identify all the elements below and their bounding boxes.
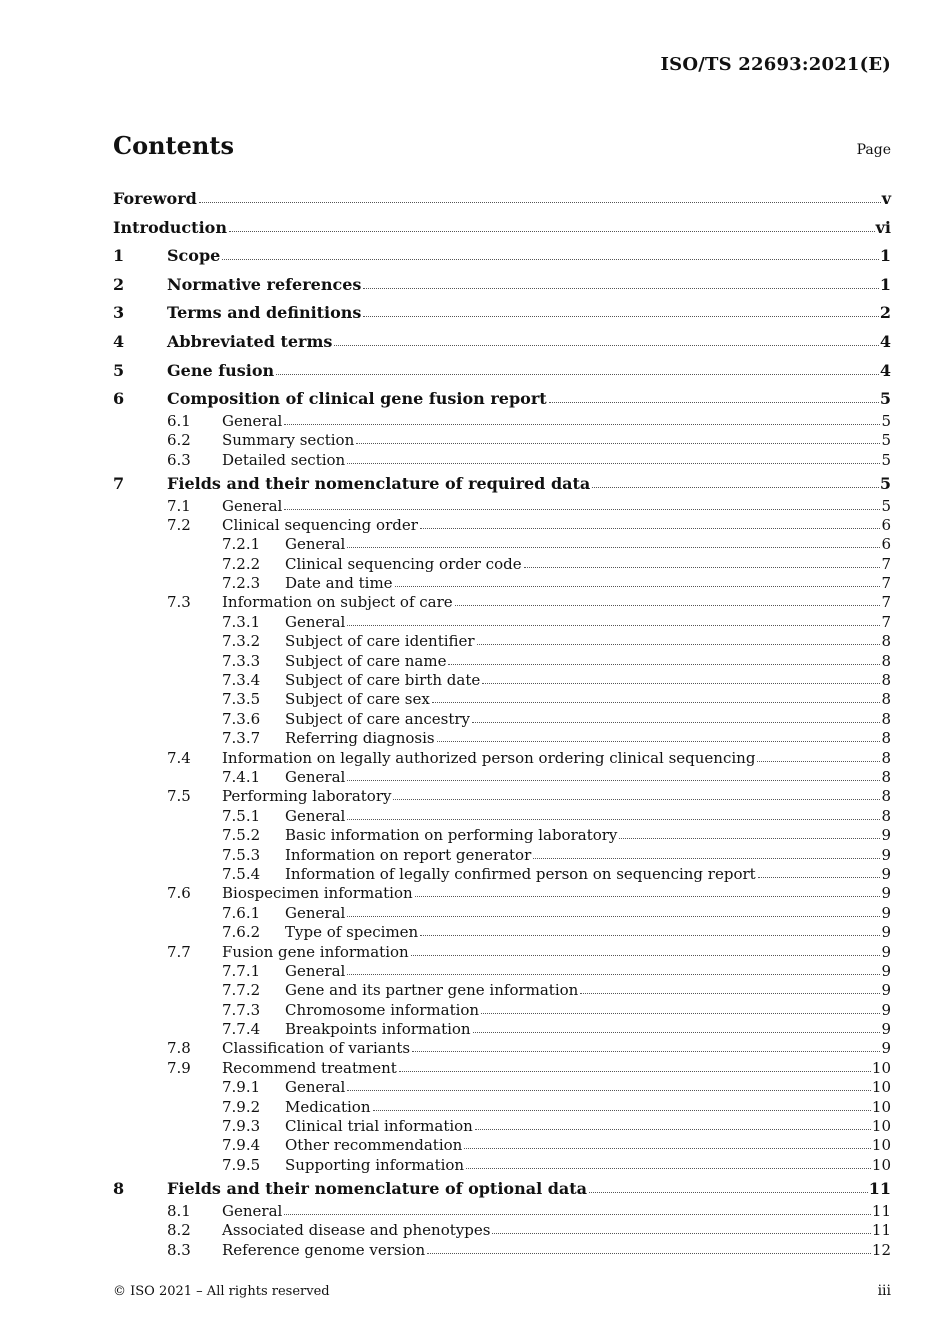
toc-entry[interactable] [113, 1117, 891, 1136]
toc-entry-number: 7.9.3 [222, 1117, 261, 1136]
toc-entry[interactable] [113, 768, 891, 787]
toc-entry-page: 9 [881, 981, 891, 1000]
toc-entry-number: 7.2.2 [222, 554, 261, 573]
dot-leader [284, 1213, 871, 1215]
dot-leader [399, 1070, 871, 1072]
toc-entry-title: Abbreviated terms [167, 331, 333, 351]
toc-entry-number: 7.5 [167, 787, 191, 806]
toc-entry-title: Date and time [285, 574, 393, 593]
toc-entry-page: 4 [879, 331, 891, 351]
toc-entry-page: 9 [881, 884, 891, 903]
toc-entry-page: 8 [881, 729, 891, 748]
dot-leader [347, 462, 880, 464]
toc-entry-title: Information of legally confirmed person on sequencing report [285, 864, 756, 883]
toc-entry-number: 7.1 [167, 496, 191, 515]
toc-entry[interactable] [113, 185, 891, 214]
toc-entry-title: Biospecimen information [222, 884, 413, 903]
toc-entry-title: Scope [167, 246, 221, 266]
toc-entry-page: 10 [871, 1155, 891, 1174]
dot-leader [393, 798, 880, 800]
toc-entry-title: Clinical sequencing order [222, 515, 418, 534]
toc-entry-title: Subject of care sex [285, 690, 430, 709]
toc-entry-number: 7.2 [167, 515, 191, 534]
dot-leader [466, 1167, 871, 1169]
toc-entry-number: 7.3.3 [222, 651, 261, 670]
toc-entry-number: 8.2 [167, 1221, 191, 1240]
toc-entry-page: 9 [881, 826, 891, 845]
toc-entry[interactable] [113, 826, 891, 845]
toc-entry-title: General [285, 903, 346, 922]
dot-leader [437, 740, 881, 742]
dot-leader [284, 508, 880, 510]
toc-entry[interactable] [113, 787, 891, 806]
toc-entry[interactable] [113, 1078, 891, 1097]
toc-entry-title: Information on subject of care [222, 593, 453, 612]
toc-entry[interactable] [113, 904, 891, 923]
toc-entry[interactable] [113, 1175, 891, 1204]
toc-entry-number: 8.3 [167, 1240, 191, 1259]
toc-entry[interactable] [113, 242, 891, 271]
toc-entry-number: 7.9.1 [222, 1078, 261, 1097]
toc-entry[interactable] [113, 1020, 891, 1039]
toc-entry-number: 7.7.3 [222, 1000, 261, 1019]
toc-entry-number: 7.4.1 [222, 767, 261, 786]
toc-entry-page: 1 [879, 246, 891, 266]
toc-entry-page: 8 [881, 690, 891, 709]
dot-leader [347, 915, 880, 917]
toc-entry-number: 7.7.4 [222, 1020, 261, 1039]
toc-entry-page: 10 [871, 1097, 891, 1116]
toc-entry-number: 7.3.5 [222, 690, 261, 709]
dot-leader [347, 1089, 871, 1091]
toc-entry[interactable] [113, 1059, 891, 1078]
toc-entry-number: 7.7 [167, 942, 191, 961]
toc-entry-page: 11 [871, 1221, 891, 1240]
dot-leader [284, 423, 880, 425]
toc-entry-number: 7.2.3 [222, 574, 261, 593]
toc-entry-page: 5 [881, 450, 891, 469]
dot-leader [481, 1012, 880, 1014]
toc-entry-title: Clinical trial information [285, 1117, 473, 1136]
toc-entry-page: 7 [881, 612, 891, 631]
toc-entry[interactable] [113, 943, 891, 962]
toc-entry[interactable] [113, 690, 891, 709]
toc-entry-page: 9 [881, 903, 891, 922]
toc-entry[interactable] [113, 1001, 891, 1020]
toc-entry-title: Basic information on performing laboratory [285, 826, 618, 845]
dot-leader [758, 876, 881, 878]
toc-entry-number: 3 [113, 303, 125, 323]
page-column-label: Page [856, 142, 891, 158]
toc-entry[interactable] [113, 613, 891, 632]
toc-entry[interactable] [113, 671, 891, 690]
toc-entry-page: 2 [879, 303, 891, 323]
toc-entry-title: Composition of clinical gene fusion report [167, 389, 547, 409]
dot-leader [549, 401, 879, 403]
toc-entry[interactable] [113, 652, 891, 671]
toc-entry-page: 5 [879, 389, 891, 409]
toc-entry-title: General [285, 612, 346, 631]
toc-entry-page: 8 [881, 671, 891, 690]
dot-leader [356, 442, 880, 444]
toc-entry-page: vi [875, 217, 891, 237]
toc-entry-number: 7.4 [167, 748, 191, 767]
dot-leader [199, 201, 881, 203]
toc-entry-number: 7.9.5 [222, 1155, 261, 1174]
page-number: iii [877, 1283, 891, 1299]
toc-entry-page: 9 [881, 923, 891, 942]
toc-entry-page: 8 [881, 651, 891, 670]
toc-entry[interactable] [113, 710, 891, 729]
toc-entry-number: 7.9.2 [222, 1097, 261, 1116]
toc-entry-number: 7.7.2 [222, 981, 261, 1000]
toc-entry[interactable] [113, 1156, 891, 1175]
dot-leader [347, 624, 880, 626]
dot-leader [619, 837, 880, 839]
toc-entry-number: 7.9 [167, 1058, 191, 1077]
toc-entry-page: 9 [881, 961, 891, 980]
toc-entry-number: 1 [113, 246, 125, 266]
toc-entry-title: General [222, 496, 283, 515]
toc-entry[interactable] [113, 807, 891, 826]
toc-entry-page: 6 [881, 515, 891, 534]
toc-entry[interactable] [113, 555, 891, 574]
toc-entry-page: 10 [871, 1117, 891, 1136]
toc-entry-page: 9 [881, 864, 891, 883]
toc-entry-title: General [285, 767, 346, 786]
toc-entry[interactable] [113, 1241, 891, 1260]
toc-entry-title: Gene fusion [167, 360, 275, 380]
toc-entry-title: Clinical sequencing order code [285, 554, 522, 573]
toc-entry-number: 8.1 [167, 1201, 191, 1220]
toc-entry-number: 7.3.4 [222, 671, 261, 690]
dot-leader [334, 344, 878, 346]
toc-entry-title: Reference genome version [222, 1240, 426, 1259]
toc-entry-title: Fields and their nomenclature of required data [167, 473, 591, 493]
toc-entry-page: 9 [881, 845, 891, 864]
dot-leader [592, 486, 879, 488]
dot-leader [222, 258, 879, 260]
toc-entry-number: 6.1 [167, 411, 191, 430]
toc-entry-number: 7.3.1 [222, 612, 261, 631]
dot-leader [347, 779, 880, 781]
toc-entry-page: 5 [879, 473, 891, 493]
toc-entry-number: 5 [113, 360, 125, 380]
toc-entry-number: 7.3.6 [222, 709, 261, 728]
toc-entry-title: Summary section [222, 431, 355, 450]
dot-leader [347, 546, 880, 548]
toc-entry[interactable] [113, 846, 891, 865]
toc-entry-title: General [285, 1078, 346, 1097]
dot-leader [347, 973, 880, 975]
toc-entry[interactable] [113, 328, 891, 357]
toc-entry[interactable] [113, 574, 891, 593]
toc-entry[interactable] [113, 1039, 891, 1058]
toc-entry[interactable] [113, 632, 891, 651]
toc-entry-title: General [285, 961, 346, 980]
dot-leader [276, 373, 879, 375]
toc-entry-number: 4 [113, 331, 125, 351]
toc-entry-page: 9 [881, 1039, 891, 1058]
toc-entry-number: 7.3.7 [222, 729, 261, 748]
dot-leader [757, 760, 880, 762]
toc-entry-number: 7.5.2 [222, 826, 261, 845]
toc-entry-page: 6 [881, 535, 891, 554]
toc-entry[interactable] [113, 1221, 891, 1240]
dot-leader [580, 992, 880, 994]
toc-entry-title: Terms and definitions [167, 303, 362, 323]
dot-leader [411, 954, 881, 956]
toc-entry[interactable] [113, 981, 891, 1000]
toc-entry[interactable] [113, 729, 891, 748]
toc-entry-number: 7.6 [167, 884, 191, 903]
dot-leader [395, 585, 881, 587]
dot-leader [492, 1232, 870, 1234]
dot-leader [475, 1128, 871, 1130]
dot-leader [464, 1147, 871, 1149]
toc-entry-title: Introduction [113, 217, 227, 237]
toc-entry-page: 4 [879, 360, 891, 380]
toc-entry-title: Recommend treatment [222, 1058, 397, 1077]
toc-entry[interactable] [113, 593, 891, 612]
dot-leader [420, 934, 880, 936]
toc-entry-title: Fusion gene information [222, 942, 409, 961]
toc-entry[interactable] [113, 214, 891, 243]
toc-entry[interactable] [113, 884, 891, 903]
dot-leader [477, 643, 881, 645]
toc-entry-title: Supporting information [285, 1155, 465, 1174]
toc-entry[interactable] [113, 749, 891, 768]
toc-entry[interactable] [113, 535, 891, 554]
toc-entry-page: 10 [871, 1136, 891, 1155]
toc-entry-title: General [222, 411, 283, 430]
toc-entry[interactable] [113, 1202, 891, 1221]
toc-entry-page: 8 [881, 787, 891, 806]
toc-entry-title: General [285, 535, 346, 554]
toc-entry-page: v [881, 189, 891, 208]
dot-leader [412, 1050, 880, 1052]
toc-entry-title: Subject of care birth date [285, 671, 481, 690]
toc-entry[interactable] [113, 431, 891, 450]
toc-entry[interactable] [113, 357, 891, 386]
dot-leader [415, 895, 881, 897]
toc-entry-number: 7.3 [167, 593, 191, 612]
toc-entry-title: Subject of care identifier [285, 632, 475, 651]
copyright-notice: © ISO 2021 – All rights reserved [113, 1284, 330, 1299]
toc-entry-page: 10 [871, 1058, 891, 1077]
toc-entry-page: 7 [881, 554, 891, 573]
toc-entry-number: 7.6.1 [222, 903, 261, 922]
dot-leader [432, 701, 881, 703]
toc-entry-number: 7.2.1 [222, 535, 261, 554]
toc-entry-number: 6.2 [167, 431, 191, 450]
toc-entry-number: 6 [113, 389, 125, 409]
toc-entry-page: 8 [881, 748, 891, 767]
toc-entry[interactable] [113, 497, 891, 516]
document-identifier: ISO/TS 22693:2021(E) [660, 54, 891, 75]
toc-entry-title: Information on report generator [285, 845, 532, 864]
toc-entry-page: 5 [881, 431, 891, 450]
dot-leader [347, 818, 880, 820]
toc-entry-page: 1 [879, 274, 891, 294]
toc-entry-page: 10 [871, 1078, 891, 1097]
dot-leader [363, 287, 878, 289]
toc-entry-title: Subject of care name [285, 651, 447, 670]
toc-entry-page: 12 [871, 1240, 891, 1259]
dot-leader [363, 315, 878, 317]
toc-entry[interactable] [113, 865, 891, 884]
toc-entry-title: Chromosome information [285, 1000, 480, 1019]
toc-entry-page: 7 [881, 593, 891, 612]
toc-entry-number: 8 [113, 1179, 125, 1199]
toc-entry-number: 7.3.2 [222, 632, 261, 651]
toc-entry-page: 9 [881, 942, 891, 961]
toc-entry-number: 7.5.1 [222, 806, 261, 825]
toc-entry-title: General [285, 806, 346, 825]
toc-entry-page: 8 [881, 806, 891, 825]
toc-entry[interactable] [113, 271, 891, 300]
toc-entry-number: 6.3 [167, 450, 191, 469]
toc-entry-page: 9 [881, 1000, 891, 1019]
dot-leader [589, 1191, 868, 1193]
toc-entry-title: Information on legally authorized person ordering clinical sequencing [222, 748, 756, 767]
dot-leader [533, 857, 880, 859]
toc-entry-page: 9 [881, 1020, 891, 1039]
toc-entry-title: Normative references [167, 274, 362, 294]
toc-entry-number: 7.5.3 [222, 845, 261, 864]
toc-entry-title: Classification of variants [222, 1039, 411, 1058]
dot-leader [448, 663, 880, 665]
toc-entry-title: Gene and its partner gene information [285, 981, 579, 1000]
toc-entry-title: Referring diagnosis [285, 729, 435, 748]
contents-heading: Contents [113, 131, 234, 160]
toc-entry[interactable] [113, 516, 891, 535]
dot-leader [473, 1031, 881, 1033]
toc-entry[interactable] [113, 385, 891, 414]
toc-entry-title: Breakpoints information [285, 1020, 471, 1039]
toc-entry-number: 7 [113, 473, 125, 493]
toc-entry-title: Medication [285, 1097, 371, 1116]
toc-entry-page: 8 [881, 709, 891, 728]
toc-entry-title: Subject of care ancestry [285, 709, 471, 728]
dot-leader [472, 721, 880, 723]
toc-entry[interactable] [113, 923, 891, 942]
dot-leader [420, 527, 881, 529]
toc-entry-page: 5 [881, 411, 891, 430]
dot-leader [482, 682, 880, 684]
toc-entry-page: 8 [881, 767, 891, 786]
toc-entry-page: 11 [871, 1201, 891, 1220]
toc-entry[interactable] [113, 412, 891, 431]
toc-entry-title: Type of specimen [285, 923, 419, 942]
toc-entry-title: Fields and their nomenclature of optional data [167, 1179, 588, 1199]
toc-entry[interactable] [113, 1098, 891, 1117]
toc-entry[interactable] [113, 470, 891, 499]
toc-entry-page: 7 [881, 574, 891, 593]
toc-entry-number: 2 [113, 274, 125, 294]
toc-entry-page: 8 [881, 632, 891, 651]
toc-entry-number: 7.9.4 [222, 1136, 261, 1155]
dot-leader [229, 230, 875, 232]
dot-leader [455, 604, 881, 606]
toc-entry[interactable] [113, 299, 891, 328]
toc-entry-number: 7.7.1 [222, 961, 261, 980]
toc-entry-title: Foreword [113, 189, 197, 208]
toc-entry-title: Other recommendation [285, 1136, 463, 1155]
dot-leader [524, 566, 881, 568]
toc-entry-title: Detailed section [222, 450, 346, 469]
toc-entry-number: 7.5.4 [222, 864, 261, 883]
toc-entry[interactable] [113, 962, 891, 981]
dot-leader [427, 1252, 871, 1254]
toc-entry-number: 7.8 [167, 1039, 191, 1058]
toc-entry[interactable] [113, 451, 891, 470]
toc-entry-title: General [222, 1201, 283, 1220]
toc-entry-number: 7.6.2 [222, 923, 261, 942]
toc-entry-title: Performing laboratory [222, 787, 392, 806]
toc-entry[interactable] [113, 1136, 891, 1155]
toc-entry-title: Associated disease and phenotypes [222, 1221, 491, 1240]
toc-entry-page: 11 [868, 1179, 891, 1199]
table-of-contents [113, 185, 891, 1260]
toc-entry-page: 5 [881, 496, 891, 515]
dot-leader [373, 1109, 871, 1111]
